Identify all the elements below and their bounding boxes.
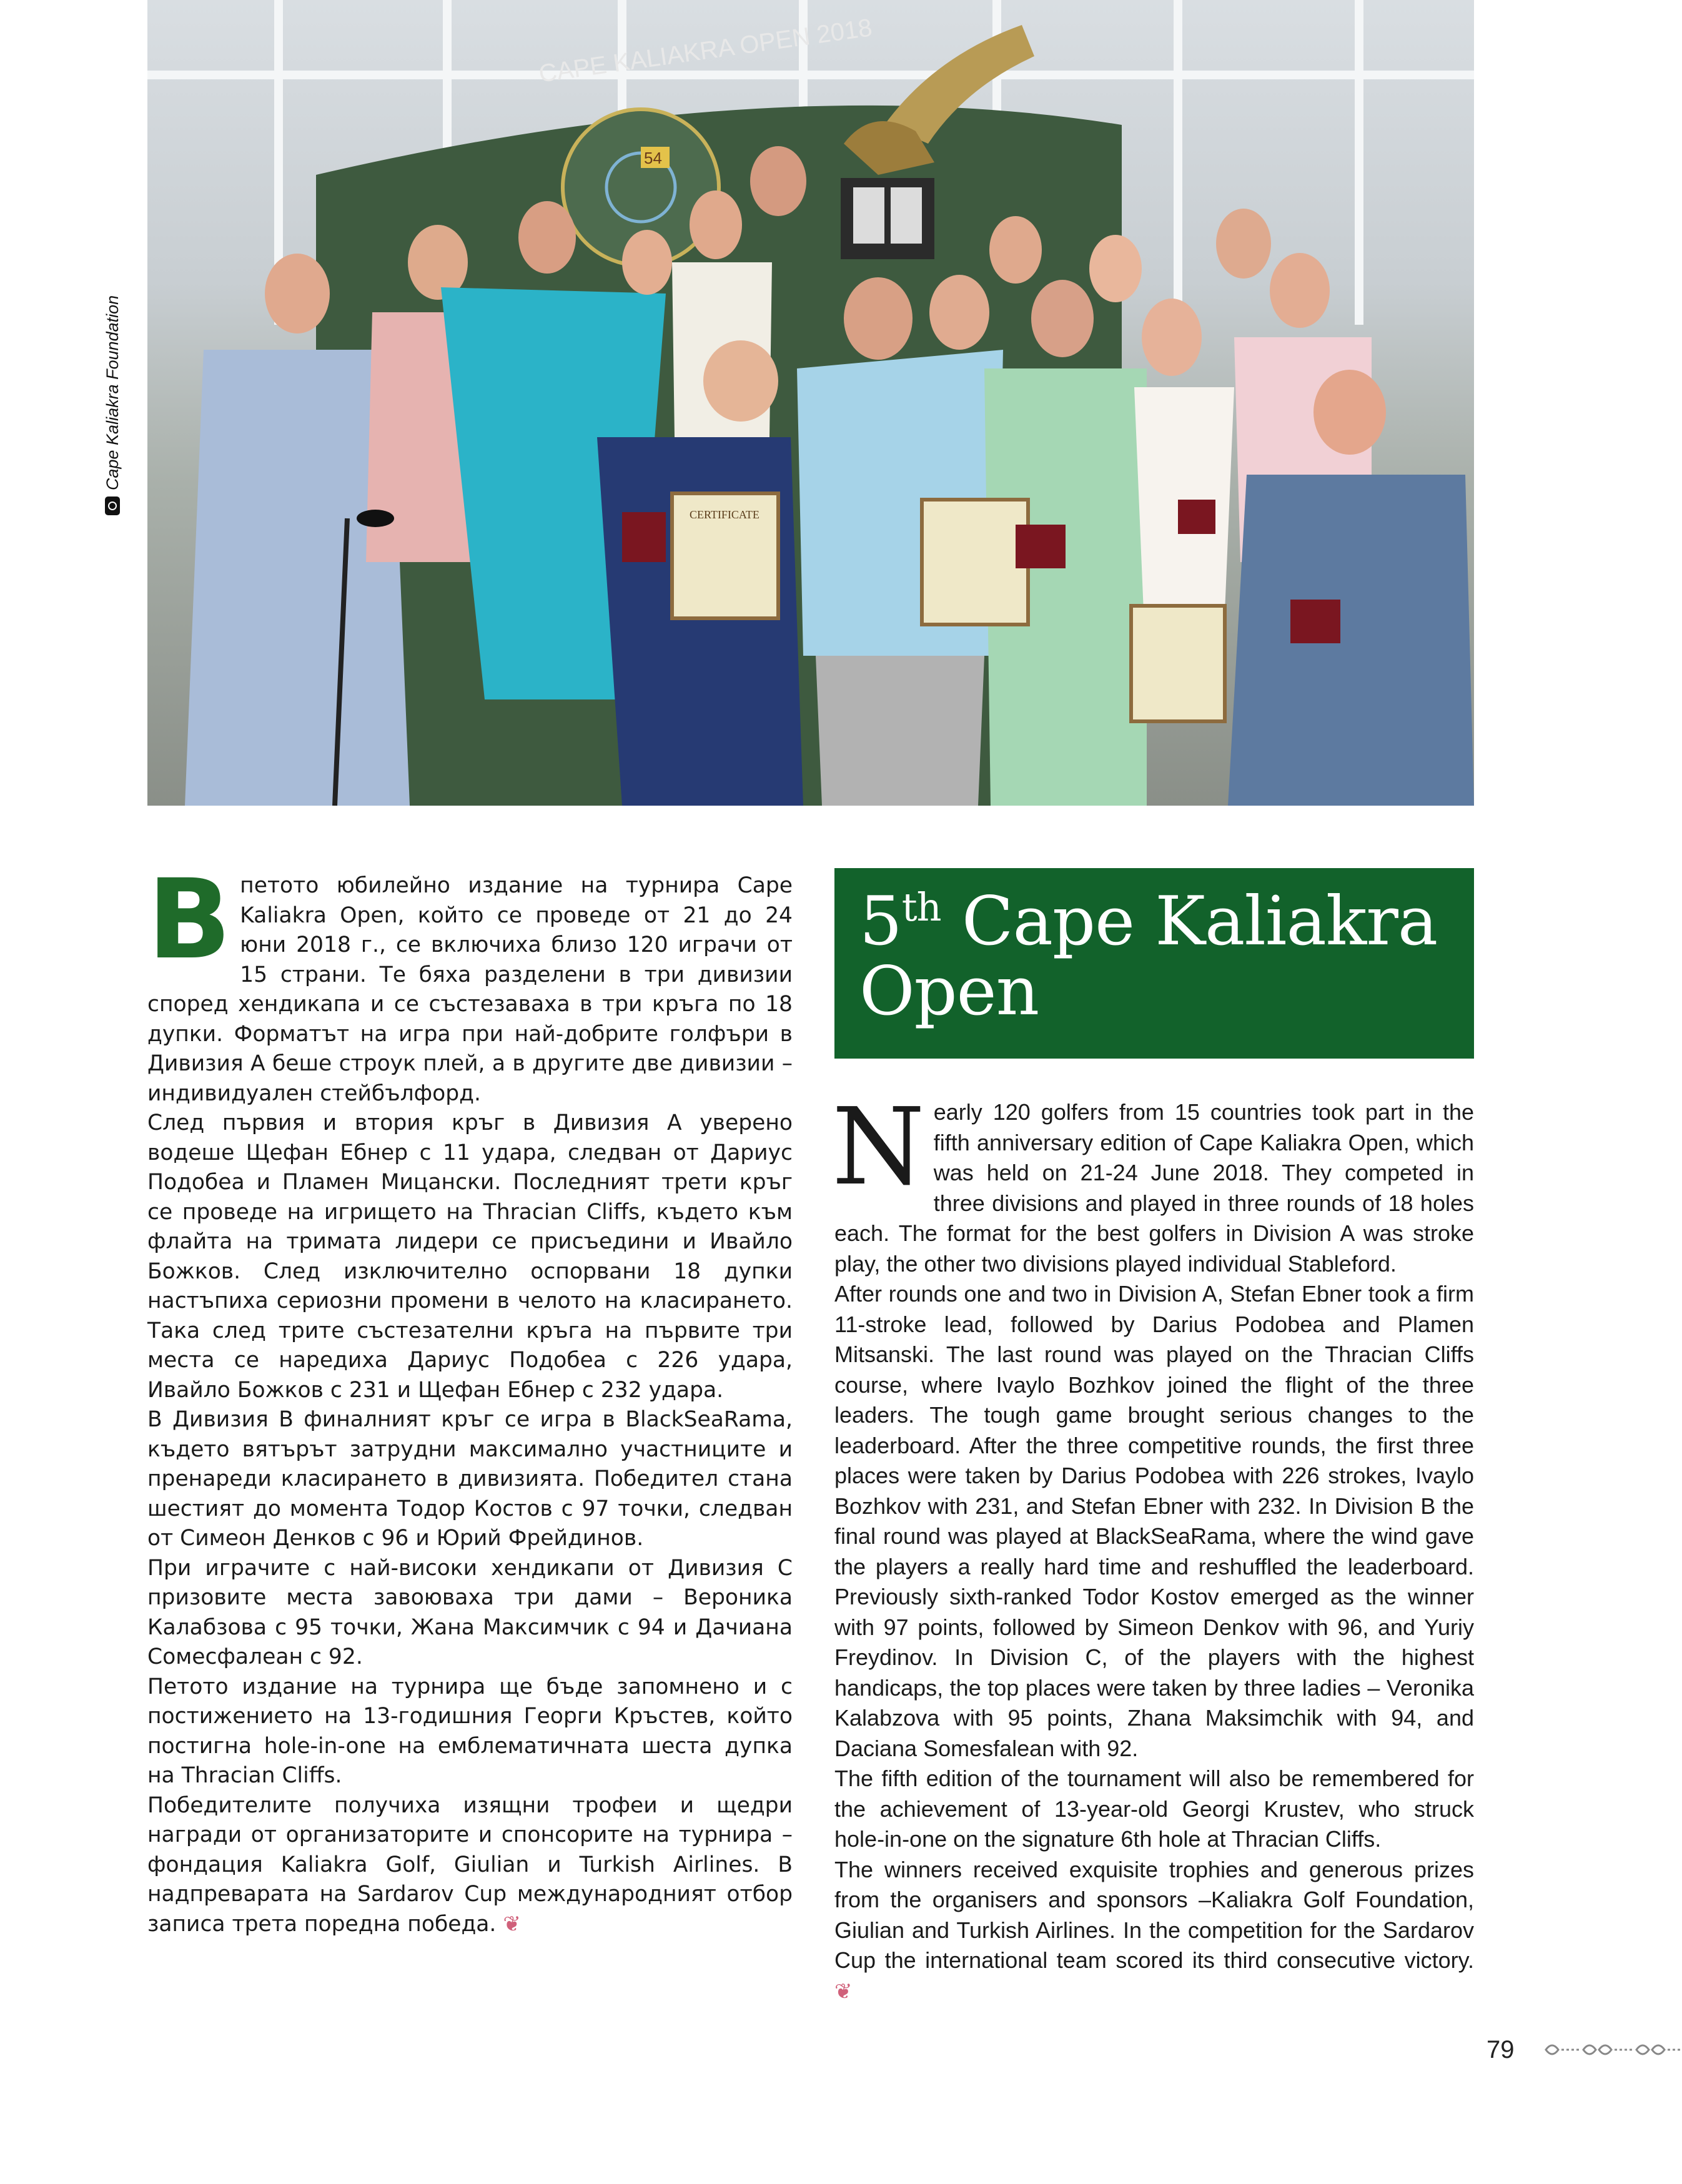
en-dropcap: N	[832, 1085, 925, 1209]
title-text: Cape Kaliakra Open	[859, 882, 1438, 1030]
end-mark-icon: ❦	[834, 1979, 853, 2004]
bg-paragraph-2: След първия и втория кръг в Дивизия А уверено водеше Щефан Ебнер с 11 удара, следван от Дариус Подобеа и Пламен Мицански. Последният трети кръг се проведе на игрището на Thracian Cliffs, където към флайта на тримата лидери се присъедини и Ивайло Божков. След изключително оспорвани 18 дупки настъпиха сериозни промени в челото на класирането. Така след трите състезателни кръга на първите три места се наредиха Дариус Подобеа с 226 удара, Ивайло Божков с 231 и Щефан Ебнер с 232 удара.	[147, 1110, 793, 1403]
bg-paragraph-1: Впетото юбилейно издание на турнира Cape Kaliakra Open, който се проведе от 21 до 24 юни 2018 г., се включиха близо 120 играчи от 15 страни. Те бяха разделени в три дивизии според хендикапа и се състезаваха в три кръга по 18 дупки. Форматът на игра при най-добрите голфъри в Дивизия А беше строук плей, а в другите две дивизии – индивидуален стейбълфорд.	[147, 856, 793, 1106]
english-article	[832, 1085, 1474, 2007]
backdrop-text: CAPE KALIAKRA OPEN 2018	[537, 14, 874, 88]
page-number: 79	[1487, 2036, 1515, 2063]
title-ordinal: th	[901, 884, 941, 930]
group-photo	[147, 0, 1474, 806]
certificate-label: CERTIFICATE	[690, 508, 759, 521]
article-title	[834, 868, 1474, 1059]
bulgarian-article	[147, 856, 793, 1939]
photo-credit	[94, 244, 131, 518]
bg-paragraph-5: Петото издание на турнира ще бъде запомнено и с постижението на 13-годишния Георги Кръстев, който постигна hole-in-one на емблематичната шеста дупка на Thracian Cliffs.	[147, 1674, 793, 1788]
bg-paragraph-6: Победителите получиха изящни трофеи и щедри награди от организаторите и спонсорите на турнира – фондация Kaliakra Golf, Giulian и Turkish Airlines. В надпреварата на Sardarov Cup международният отбор записа трета поредна победа. ❦	[147, 1792, 793, 1937]
bg-dropcap: В	[147, 856, 232, 984]
en-paragraph-1: Nearly 120 golfers from 15 countries took part in the fifth anniversary edition of Cape Kaliakra Open, which was held on 21-24 June 2018. They competed in three divisions and played in three rounds of 18 holes each. The format for the best golfers in Division A was stroke play, the other two divisions played individual Stableford.	[832, 1085, 1474, 1277]
decorative-ornament-icon	[1543, 2037, 1682, 2062]
camera-icon	[105, 497, 120, 515]
title-number: 5	[859, 882, 902, 961]
backdrop-badge: 54	[644, 149, 662, 167]
bg-paragraph-3: В Дивизия В финалният кръг се игра в BlackSeaRama, където вятърът затрудни максимално участниците и пренареди класирането в дивизията. Победител стана шестият до момента Тодор Костов с 97 точки, следван от Симеон Денков с 96 и Юрий Фрейдинов.	[147, 1407, 793, 1551]
en-paragraph-2: After rounds one and two in Division A, Stefan Ebner took a firm 11-stroke lead, followed by Darius Podobea and Plamen Mitsanski. The last round was played on the Thracian Cliffs course, where Ivaylo Bozhkov joined the flight of the three leaders. The tough game brought serious changes to the leaderboard. After the three competitive rounds, the first three places were taken by Darius Podobea with 226 strokes, Ivaylo Bozhkov with 231, and Stefan Ebner with 232. In Division B the final round was played at BlackSeaRama, where the wind gave the players a really hard time and reshuffled the leaderboard. Previously sixth-ranked Todor Kostov emerged as the winner with 97 points, followed by Simeon Denkov with 96, and Yuriy Freydinov. In Division C, of the players with the highest handicaps, the top places were taken by three ladies – Veronika Kalabzova with 95 points, Zhana Maksimchik with 94, and Daciana Somesfalean with 92.	[834, 1281, 1474, 1761]
en-paragraph-4: The winners received exquisite trophies and generous prizes from the organisers and sponsors –Kaliakra Golf Foundation, Giulian and Turkish Airlines. In the competition for the Sardarov Cup the international team scored its third consecutive victory. ❦	[834, 1856, 1474, 2004]
en-paragraph-3: The fifth edition of the tournament will also be remembered for the achievement of 13-year-old Georgi Krustev, who struck hole-in-one on the signature 6th hole at Thracian Cliffs.	[834, 1766, 1474, 1852]
photo-illustration	[147, 0, 1474, 806]
end-mark-icon: ❦	[503, 1911, 521, 1937]
photo-credit-text: Cape Kaliakra Foundation	[102, 295, 122, 490]
bg-paragraph-4: При играчите с най-високи хендикапи от Дивизия С призовите места завоюваха три дами – Вероника Калабзова с 95 точки, Жана Максимчик с 94 и Дачиана Сомесфалеан с 92.	[147, 1555, 793, 1669]
